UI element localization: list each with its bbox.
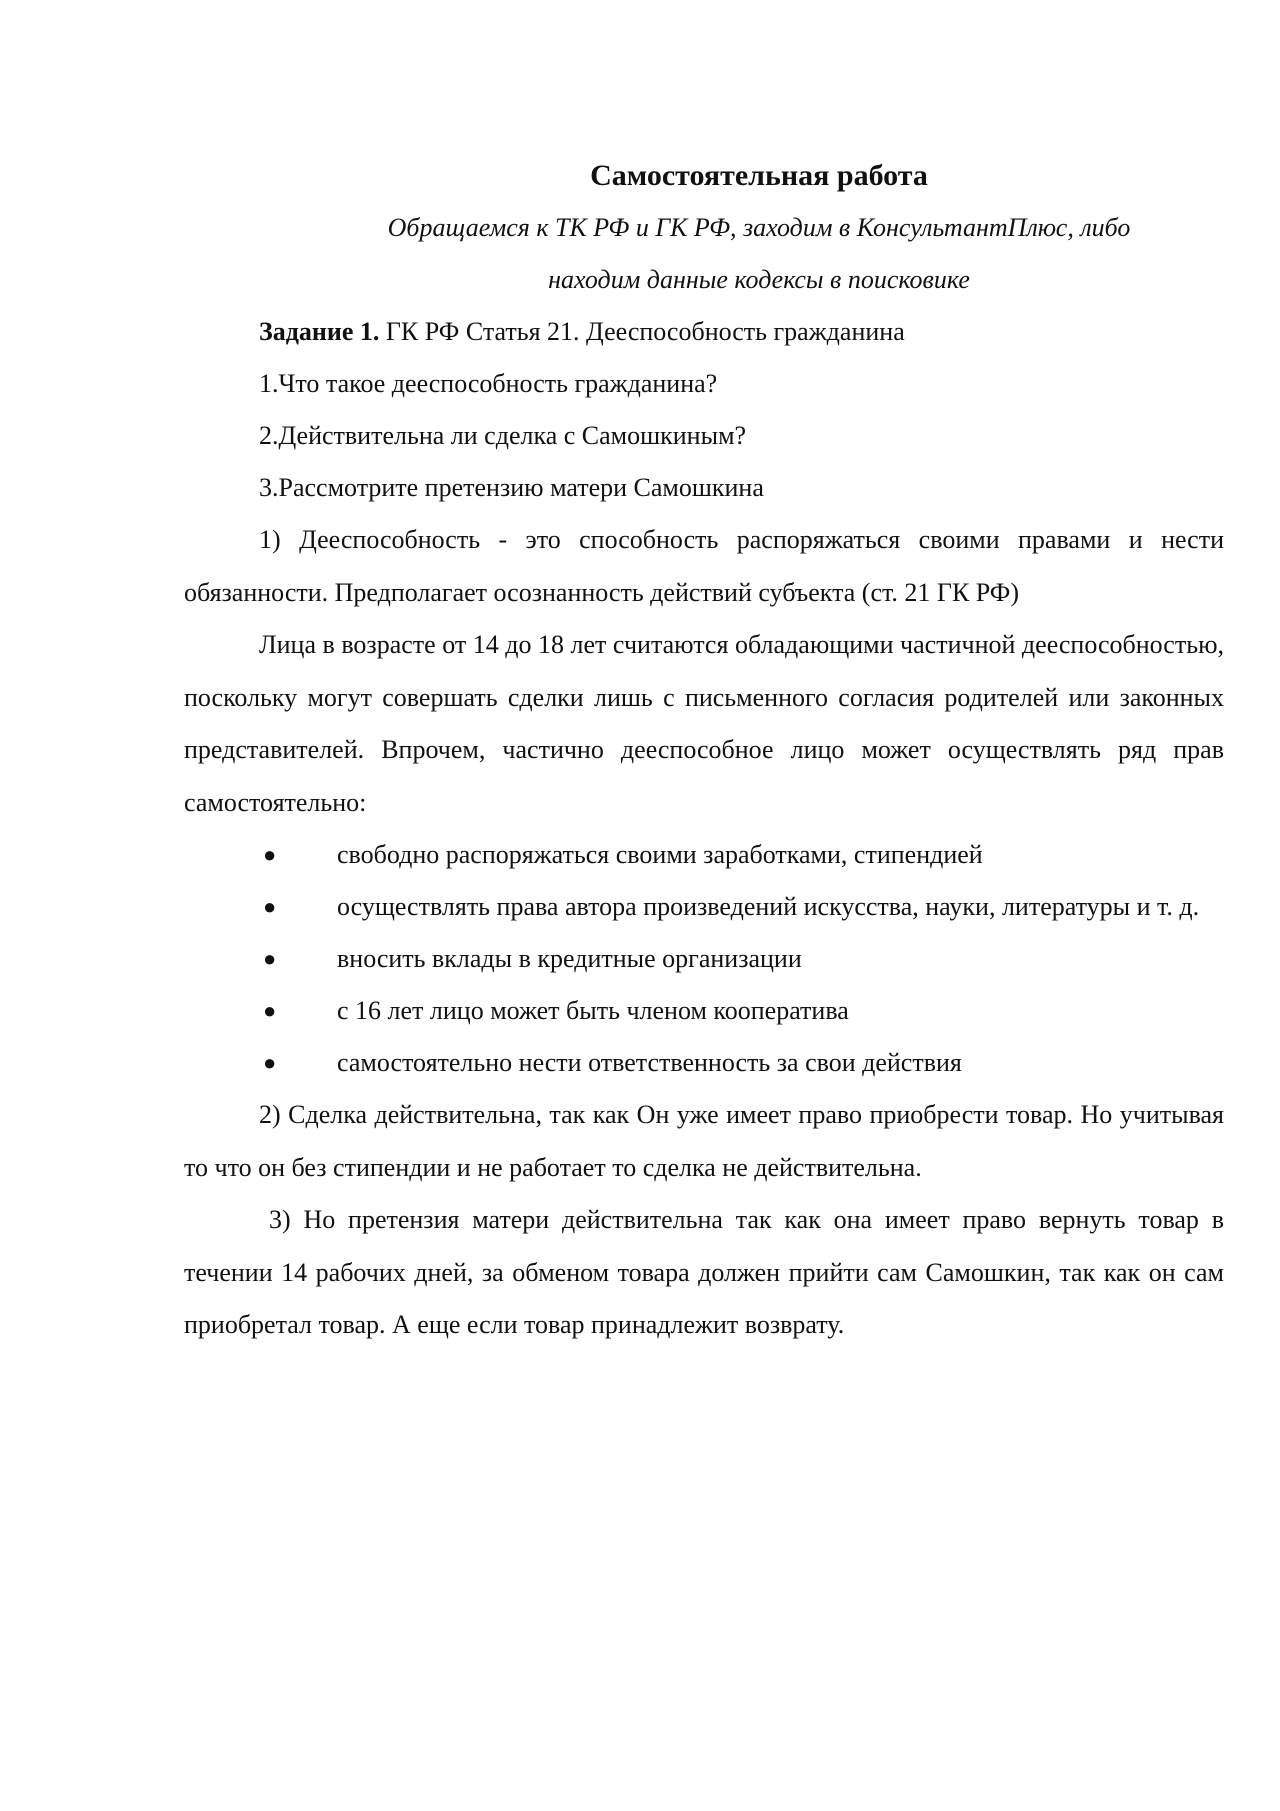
task-heading xyxy=(184,306,1224,358)
document-body xyxy=(184,150,1224,1352)
task-label: Задание 1. xyxy=(259,317,380,346)
question-3: 3.Рассмотрите претензию матери Самошкина xyxy=(259,473,764,502)
question-2: 2.Действительна ли сделка с Самошкиным? xyxy=(259,421,747,450)
list-item-text: вносить вклады в кредитные организации xyxy=(337,944,802,973)
subtitle-line-2: находим данные кодексы в поисковике xyxy=(548,265,970,294)
list-item-text: осуществлять права автора произведений искусства, науки, литературы и т. д. xyxy=(337,892,1200,921)
page-title: Самостоятельная работа xyxy=(590,159,928,192)
answer-3-paragraph: 3) Но претензия матери действительна так как она имеет право вернуть товар в течении 14 рабочих дней, за обменом товара должен прийти сам Самошкин, так как он сам приобретал товар. А еще если товар принадлежит возврату. xyxy=(184,1205,1224,1339)
list-item-text: самостоятельно нести ответственность за свои действия xyxy=(337,1048,962,1077)
subtitle-line-1: Обращаемся к ТК РФ и ГК РФ, заходим в КонсультантПлюс, либо xyxy=(387,213,1131,242)
bullet-icon: ● xyxy=(263,894,277,919)
list-item xyxy=(184,829,1224,881)
answer-2-paragraph: 2) Сделка действительна, так как Он уже имеет право приобрести товар. Но учитывая то что он без стипендии и не работает то сделка не действительна. xyxy=(184,1100,1224,1182)
task-text: ГК РФ Статья 21. Дееспособность гражданина xyxy=(379,317,905,346)
question-1: 1.Что такое дееспособность гражданина? xyxy=(259,369,718,398)
age-capacity-paragraph: Лица в возрасте от 14 до 18 лет считаются обладающими частичной дееспособностью, поскольку могут совершать сделки лишь с письменного согласия родителей или законных представителей. Впрочем, частично дееспособное лицо может осуществлять ряд прав самостоятельно: xyxy=(184,630,1224,817)
answer-1-paragraph: 1) Дееспособность - это способность распоряжаться своими правами и нести обязанности. Предполагает осознанность действий субъекта (ст. 21 ГК РФ) xyxy=(184,525,1224,607)
list-item-text: свободно распоряжаться своими заработками, стипендией xyxy=(337,840,983,869)
list-item xyxy=(184,1037,1224,1089)
bullet-icon: ● xyxy=(263,1050,277,1075)
list-item xyxy=(184,933,1224,985)
list-item xyxy=(184,881,1224,933)
bullet-icon: ● xyxy=(263,842,277,867)
list-item xyxy=(184,985,1224,1037)
bullet-icon: ● xyxy=(263,946,277,971)
bullet-icon: ● xyxy=(263,998,277,1023)
list-item-text: с 16 лет лицо может быть членом кооператива xyxy=(337,996,849,1025)
